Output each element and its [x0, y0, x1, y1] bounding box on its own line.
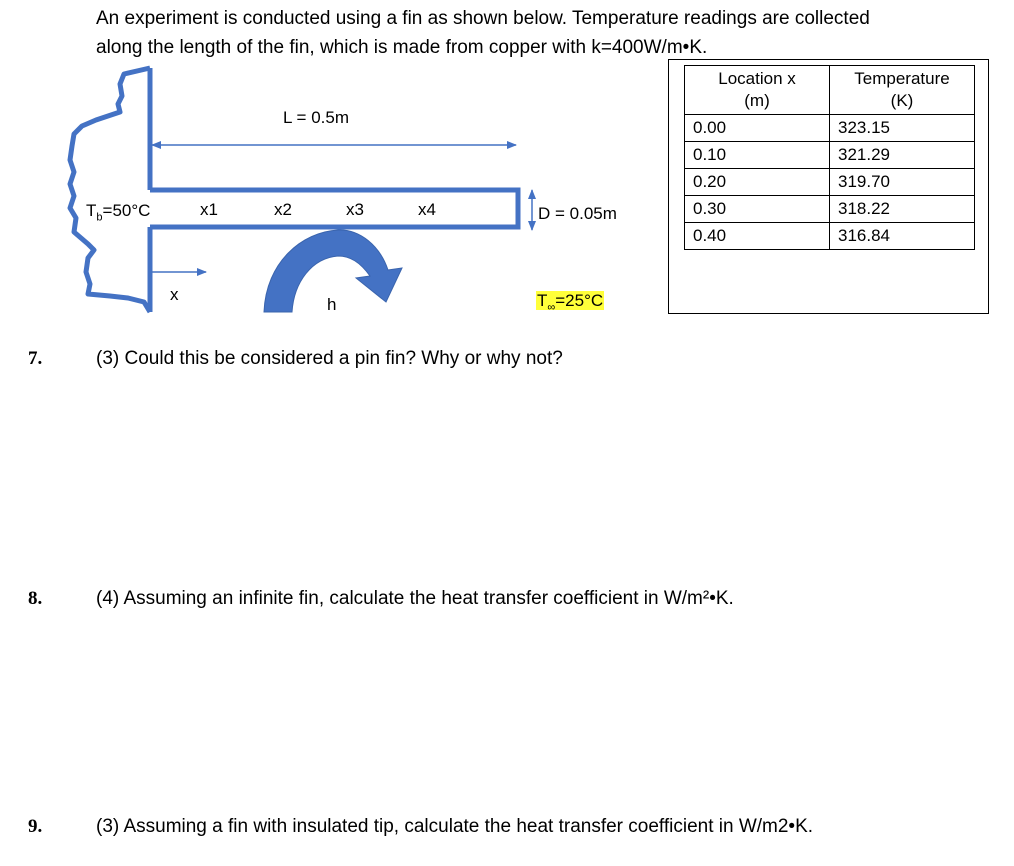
cell-temperature: 318.22 — [830, 196, 975, 223]
tb-subscript: b — [96, 211, 103, 224]
location-x1-label: x1 — [200, 200, 218, 219]
tinf-symbol: T — [537, 291, 548, 310]
table-row — [685, 142, 975, 169]
location-x2-label: x2 — [274, 200, 292, 219]
location-x4-label: x4 — [418, 200, 436, 219]
cell-location: 0.00 — [685, 115, 830, 142]
ambient-temperature-label — [536, 291, 604, 317]
header-temperature — [830, 66, 975, 115]
x-axis-label: x — [170, 285, 179, 304]
table-row — [685, 196, 975, 223]
cell-location: 0.30 — [685, 196, 830, 223]
tinf-value: =25°C — [555, 291, 604, 310]
intro-line-1: An experiment is conducted using a fin as shown below. Temperature readings are collected — [96, 8, 870, 29]
tinf-subscript: ∞ — [547, 301, 556, 314]
cell-temperature: 319.70 — [830, 169, 975, 196]
tb-value: =50°C — [102, 201, 151, 220]
intro-line-2: along the length of the fin, which is made from copper with k=400W/m•K. — [96, 37, 708, 58]
location-x3-label: x3 — [346, 200, 364, 219]
cell-location: 0.10 — [685, 142, 830, 169]
table-row — [685, 223, 975, 250]
question-7-number: 7. — [28, 348, 43, 369]
header-temperature-line1: Temperature — [854, 69, 950, 88]
table-header-row — [685, 66, 975, 115]
cell-temperature: 316.84 — [830, 223, 975, 250]
wall-outline — [70, 68, 150, 312]
header-location-line2: (m) — [744, 91, 770, 110]
cell-temperature: 323.15 — [830, 115, 975, 142]
question-8-number: 8. — [28, 588, 43, 609]
table-row — [685, 115, 975, 142]
base-temperature-label — [86, 201, 150, 227]
cell-location: 0.40 — [685, 223, 830, 250]
cell-temperature: 321.29 — [830, 142, 975, 169]
header-temperature-line2: (K) — [890, 91, 914, 110]
ambient-temperature-highlight — [536, 291, 604, 314]
length-label: L = 0.5m — [283, 108, 349, 127]
question-9-number: 9. — [28, 816, 43, 837]
header-location — [685, 66, 830, 115]
question-9-text: (3) Assuming a fin with insulated tip, calculate the heat transfer coefficient in W/m2•K. — [96, 816, 814, 837]
header-location-line1: Location x — [718, 69, 796, 88]
diameter-label: D = 0.05m — [538, 204, 617, 223]
table-row — [685, 169, 975, 196]
tb-symbol: T — [86, 201, 97, 220]
question-7-text: (3) Could this be considered a pin fin? Why or why not? — [96, 348, 563, 369]
question-8-text: (4) Assuming an infinite fin, calculate the heat transfer coefficient in W/m²•K. — [96, 588, 734, 609]
cell-location: 0.20 — [685, 169, 830, 196]
h-label: h — [327, 295, 337, 314]
temperature-table — [684, 65, 975, 250]
